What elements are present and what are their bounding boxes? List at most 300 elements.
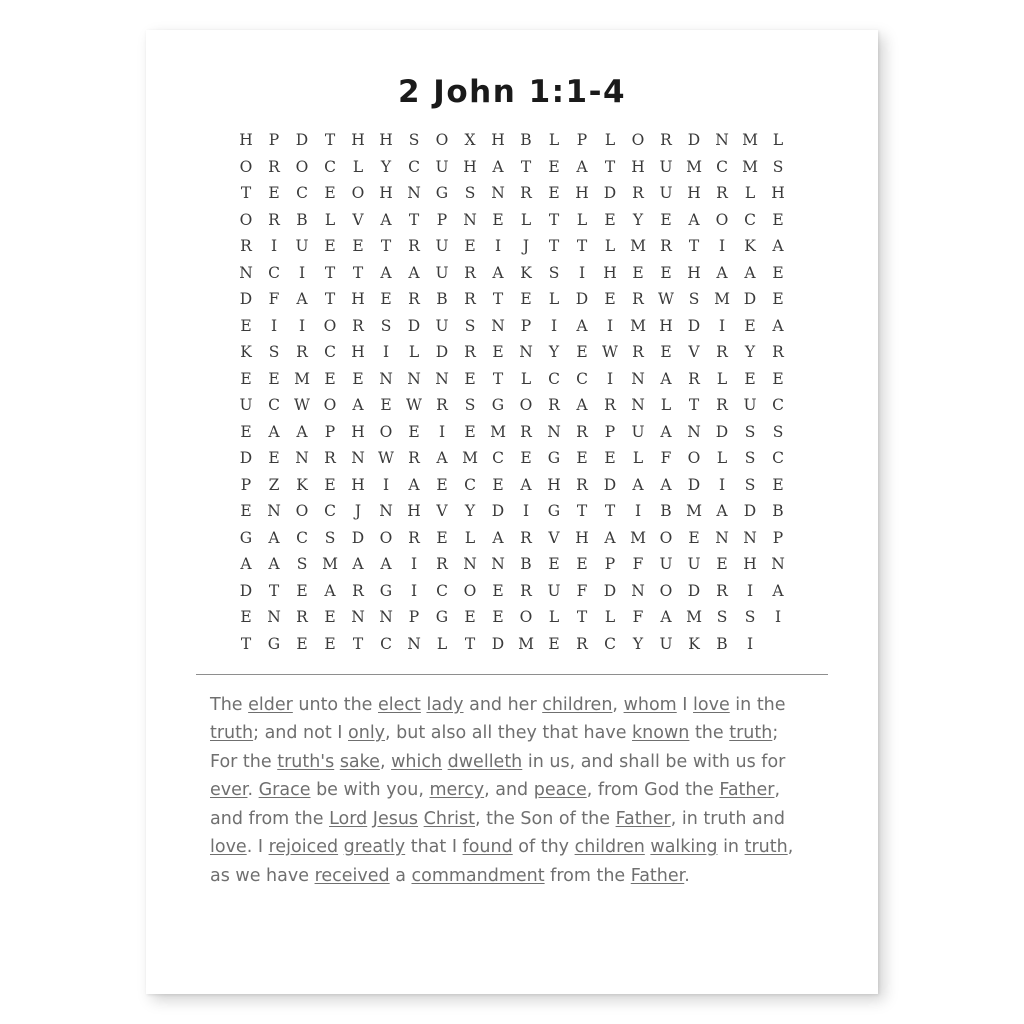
page-title: 2 John 1:1-4 [397,74,627,110]
grid-cell: M [518,634,534,653]
verse-hidden-word: elder [248,694,293,715]
verse-hidden-word: rejoiced [268,837,339,857]
verse-hidden-word: Grace [258,780,311,800]
grid-cell: R [352,316,364,335]
verse-line [210,805,814,834]
grid-cell: I [634,502,642,520]
grid-cell: E [660,343,672,361]
grid-cell: E [772,263,784,282]
grid-cell: I [718,316,726,335]
verse-hidden-word: greatly [343,837,406,857]
grid-cell: F [660,449,672,467]
grid-cell: P [324,422,336,441]
grid-cell: E [324,237,336,255]
grid-cell: U [687,555,701,573]
grid-cell: E [492,581,504,600]
grid-cell: E [744,316,756,335]
grid-cell: R [408,528,420,547]
grid-cell: T [688,237,700,255]
grid-cell: P [436,210,448,229]
grid-cell: N [351,608,365,626]
grid-cell: L [772,131,784,149]
verse-hidden-word: love [210,837,247,857]
grid-cell: C [576,369,588,388]
word-search-grid [232,132,792,652]
grid-cell: U [659,184,673,202]
grid-cell: R [436,555,448,573]
grid-cell: R [436,396,448,414]
grid-cell: A [576,157,588,176]
grid-cell: A [772,316,784,335]
grid-cell: E [716,555,728,573]
verse-text: ; [772,723,779,743]
verse-text: For the [210,751,278,772]
grid-cell: E [268,184,280,202]
grid-cell: N [407,634,421,653]
grid-cell: E [548,555,560,573]
grid-cell: T [240,634,252,653]
grid-cell: I [298,316,306,335]
grid-cell: A [520,475,532,494]
grid-cell: S [744,475,756,494]
grid-cell: D [715,422,729,441]
grid-cell: K [744,237,756,255]
grid-cell: S [688,290,700,308]
grid-cell: A [716,263,728,282]
grid-cell: H [463,157,477,176]
grid-cell: O [631,131,645,149]
grid-cell: E [576,449,588,467]
grid-cell: S [744,608,756,626]
grid-cell: E [296,581,308,600]
grid-cell: L [716,449,728,467]
grid-cell: R [240,237,252,255]
grid-cell: R [408,237,420,255]
grid-cell: E [352,237,364,255]
grid-cell: U [743,396,757,414]
grid-cell: R [576,422,588,441]
grid-cell: N [491,316,505,335]
grid-cell: R [632,290,644,308]
grid-cell: O [519,608,533,626]
grid-cell: H [575,528,589,547]
grid-cell: O [659,528,673,547]
grid-cell: T [408,210,420,229]
grid-cell: T [352,634,364,653]
verse-hidden-word: whom [623,694,677,715]
grid-cell: U [659,555,673,573]
verse-hidden-word: peace [533,780,587,800]
grid-cell: V [688,343,700,361]
grid-cell: D [687,316,701,335]
grid-cell: L [632,449,644,467]
grid-cell: W [294,396,310,414]
verse-text: , [774,780,781,800]
grid-cell: E [520,449,532,467]
grid-cell: T [324,131,336,149]
grid-cell: P [408,608,420,626]
verse-hidden-word: sake [339,751,380,772]
verse-hidden-word: children [542,694,613,715]
verse-hidden-word: known [632,723,690,743]
grid-cell: E [464,237,476,255]
grid-cell: N [463,210,477,229]
grid-cell: E [268,449,280,467]
grid-cell: E [492,475,504,494]
grid-cell: E [324,608,336,626]
grid-cell: E [352,369,364,388]
verse-text: The [210,694,249,715]
grid-cell: U [435,237,449,255]
grid-cell: D [687,475,701,494]
grid-cell: N [715,131,729,149]
grid-cell: P [240,475,252,494]
grid-cell: G [267,634,281,653]
grid-cell: N [379,608,393,626]
grid-cell: H [351,290,365,308]
verse-hidden-word: truth's [277,751,335,772]
grid-cell: A [408,263,420,282]
grid-cell: A [716,502,728,520]
grid-cell: R [464,263,476,282]
verse-hidden-word: Father [630,865,685,886]
verse-hidden-word: truth [210,723,254,743]
grid-cell: I [606,316,614,335]
grid-cell: A [492,528,504,547]
grid-cell: E [408,422,420,441]
grid-cell: L [604,131,616,149]
grid-cell: F [576,581,588,600]
grid-cell: L [548,608,560,626]
verse-line [210,748,814,777]
verse-text: unto the [292,694,378,715]
verse-text: , [612,694,624,715]
grid-cell: D [239,581,253,600]
grid-cell: E [324,475,336,494]
grid-cell: Y [380,157,392,176]
grid-cell: C [324,343,336,361]
grid-cell: E [772,210,784,229]
grid-cell: D [743,502,757,520]
grid-cell: U [547,581,561,600]
grid-cell: C [436,581,448,600]
grid-cell: E [576,343,588,361]
grid-cell: E [576,555,588,573]
grid-cell: D [603,184,617,202]
grid-cell: T [324,263,336,282]
grid-cell: N [491,555,505,573]
grid-cell: R [296,608,308,626]
grid-cell: E [436,528,448,547]
grid-cell: S [716,608,728,626]
grid-cell: R [520,528,532,547]
grid-cell: F [632,555,644,573]
section-divider [196,674,828,675]
grid-cell: R [548,396,560,414]
grid-cell: A [492,263,504,282]
grid-cell: Z [268,475,280,494]
grid-cell: T [324,290,336,308]
grid-cell: S [772,157,784,176]
grid-cell: E [240,369,252,388]
verse-hidden-word: dwelleth [447,751,523,772]
grid-cell: E [772,290,784,308]
grid-cell: O [519,396,533,414]
grid-cell: N [631,581,645,600]
grid-cell: A [296,422,308,441]
grid-cell: R [660,237,672,255]
grid-cell: R [688,369,700,388]
grid-cell: H [631,157,645,176]
verse-hidden-word: truth [744,837,788,857]
grid-cell: D [351,528,365,547]
grid-cell: L [548,131,560,149]
grid-cell: B [716,634,728,653]
grid-cell: N [267,502,281,520]
grid-cell: O [379,528,393,547]
grid-cell: A [604,528,616,547]
grid-cell: R [408,449,420,467]
grid-cell: C [464,475,476,494]
grid-cell: B [436,290,448,308]
grid-cell: H [351,343,365,361]
grid-cell: D [407,316,421,335]
grid-cell: A [772,581,784,600]
grid-cell: P [268,131,280,149]
verse-text: , but also all they that have [385,723,633,743]
grid-cell: L [436,634,448,653]
grid-cell: I [410,555,418,573]
grid-cell: T [576,237,588,255]
grid-cell: A [352,396,364,414]
grid-cell: M [686,502,702,520]
grid-cell: G [239,528,253,547]
verse-text: of thy [512,837,575,857]
grid-cell: A [380,555,392,573]
grid-cell: L [408,343,420,361]
grid-cell: C [296,184,308,202]
grid-cell: O [239,157,253,176]
grid-cell: E [296,634,308,653]
grid-cell: Y [548,343,560,361]
grid-cell: I [550,316,558,335]
verse-hidden-word: elect [378,694,421,715]
verse-text: as we have [210,865,315,886]
grid-cell: I [494,237,502,255]
verse-text: ; and not I [253,723,349,743]
verse-text: in the [729,694,786,715]
grid-cell: M [714,290,730,308]
verse-hidden-word: Lord [329,808,368,829]
grid-cell: H [407,502,421,520]
grid-cell: C [268,396,280,414]
verse-hidden-word: only [348,723,386,743]
grid-cell: B [520,555,532,573]
grid-cell: N [491,184,505,202]
grid-cell: L [548,290,560,308]
grid-cell: B [296,210,308,229]
grid-cell: E [604,449,616,467]
grid-cell: I [270,237,278,255]
grid-cell: G [379,581,393,600]
grid-cell: H [547,475,561,494]
grid-cell: V [548,528,560,547]
verse-text: that I [405,837,463,857]
grid-cell: N [519,343,533,361]
grid-cell: H [771,184,785,202]
grid-cell: E [464,422,476,441]
grid-cell: H [659,316,673,335]
grid-cell: E [492,343,504,361]
grid-cell: A [296,290,308,308]
grid-cell: C [604,634,616,653]
grid-cell: I [746,581,754,600]
grid-cell: R [716,581,728,600]
grid-cell: X [464,131,476,149]
verse-line [210,862,814,891]
verse-text: . [247,780,259,800]
grid-cell: E [240,316,252,335]
grid-cell: M [742,131,758,149]
grid-cell: I [746,634,754,653]
grid-cell: O [295,157,309,176]
grid-cell: L [604,237,616,255]
grid-cell: R [520,422,532,441]
verse-hidden-word: commandment [411,865,545,886]
grid-cell: G [435,184,449,202]
grid-cell: E [240,502,252,520]
grid-cell: B [660,502,672,520]
grid-cell: O [379,422,393,441]
grid-cell: T [604,502,616,520]
grid-cell: R [632,184,644,202]
grid-cell: E [380,396,392,414]
verse-hidden-word: lady [426,694,464,715]
grid-cell: C [296,528,308,547]
grid-cell: C [716,157,728,176]
grid-cell: B [772,502,784,520]
grid-cell: A [660,369,672,388]
grid-cell: O [715,210,729,229]
grid-cell: I [410,581,418,600]
grid-cell: E [604,210,616,229]
grid-cell: R [576,634,588,653]
grid-cell: N [435,369,449,388]
grid-cell: P [520,316,532,335]
grid-cell: E [688,528,700,547]
grid-cell: A [268,422,280,441]
grid-cell: U [295,237,309,255]
verse-line [210,719,814,748]
grid-cell: H [351,422,365,441]
grid-cell: I [774,608,782,626]
grid-cell: O [295,502,309,520]
grid-cell: N [687,422,701,441]
grid-cell: G [435,608,449,626]
grid-cell: T [604,157,616,176]
grid-cell: A [268,528,280,547]
grid-cell: L [324,210,336,229]
grid-cell: T [688,396,700,414]
grid-cell: A [268,555,280,573]
grid-cell: C [268,263,280,282]
grid-cell: E [772,475,784,494]
grid-cell: S [772,422,784,441]
grid-cell: E [268,369,280,388]
grid-cell: T [268,581,280,600]
grid-cell: U [659,157,673,176]
grid-cell: C [408,157,420,176]
verse-hidden-word: Father [719,780,775,800]
grid-cell: T [576,608,588,626]
grid-cell: T [492,369,504,388]
grid-cell: S [548,263,560,282]
verse-text: and from the [210,808,330,829]
grid-cell: M [686,608,702,626]
grid-cell: R [660,131,672,149]
grid-cell: Y [464,502,476,520]
grid-cell: T [548,210,560,229]
grid-cell: A [324,581,336,600]
grid-cell: S [296,555,308,573]
grid-cell: G [547,502,561,520]
grid-cell: M [630,528,646,547]
grid-cell: E [492,608,504,626]
verse-text: be with you, [310,780,430,800]
grid-cell: M [742,157,758,176]
grid-cell: M [630,316,646,335]
grid-cell: A [380,263,392,282]
grid-cell: S [744,422,756,441]
grid-cell: F [268,290,280,308]
verse-text: and her [463,694,543,715]
grid-cell: V [436,502,448,520]
verse-text: from the [544,865,631,886]
verse-text: , the Son of the [475,808,616,829]
worksheet-page [146,30,878,994]
verse-hidden-word: love [693,694,730,715]
grid-cell: L [520,210,532,229]
verse-hidden-word: Father [615,808,671,829]
grid-cell: O [351,184,365,202]
grid-cell: P [604,422,616,441]
grid-cell: C [772,396,784,414]
grid-cell: N [267,608,281,626]
grid-cell: A [688,210,700,229]
grid-cell: E [324,634,336,653]
grid-cell: H [743,555,757,573]
grid-cell: N [715,528,729,547]
grid-cell: E [492,210,504,229]
grid-cell: E [240,608,252,626]
grid-cell: C [548,369,560,388]
grid-cell: C [380,634,392,653]
grid-cell: I [270,316,278,335]
verse-hidden-word: which [391,751,443,772]
grid-cell: A [660,475,672,494]
grid-cell: L [744,184,756,202]
grid-cell: O [435,131,449,149]
verse-text: , from God the [586,780,720,800]
grid-cell: A [436,449,448,467]
grid-cell: C [744,210,756,229]
grid-cell: Y [744,343,756,361]
grid-cell: O [659,581,673,600]
grid-cell: R [576,475,588,494]
grid-cell: S [324,528,336,547]
grid-cell: D [603,475,617,494]
grid-cell: R [268,157,280,176]
